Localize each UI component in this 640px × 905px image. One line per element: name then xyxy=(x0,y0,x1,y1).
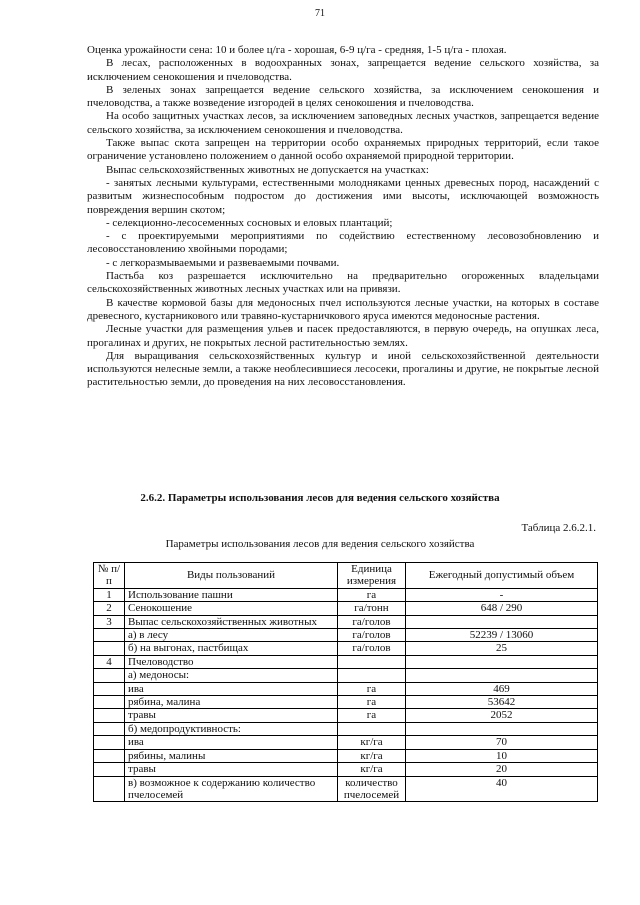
table-row xyxy=(94,682,598,695)
paragraph: Оценка урожайности сена: 10 и более ц/га - хорошая, 6-9 ц/га - средняя, 1-5 ц/га - плохая. xyxy=(87,44,507,56)
cell-volume: 53642 xyxy=(406,696,598,709)
cell-volume xyxy=(406,669,598,682)
cell-type: а) в лесу xyxy=(125,629,338,642)
cell-volume xyxy=(406,722,598,735)
cell-number xyxy=(94,722,125,735)
cell-volume: 10 xyxy=(406,749,598,762)
paragraph: Лесные участки для размещения ульев и пасек предоставляются, в первую очередь, на опушках леса, прогалинах и других, не покрытых лесной растительностью землях. xyxy=(87,323,599,349)
cell-number xyxy=(94,736,125,749)
table-header-row xyxy=(94,563,598,589)
cell-volume: 70 xyxy=(406,736,598,749)
cell-number xyxy=(94,776,125,802)
cell-number: 1 xyxy=(94,588,125,601)
cell-type: травы xyxy=(125,709,338,722)
cell-volume: 25 xyxy=(406,642,598,655)
page-number: 71 xyxy=(315,8,325,19)
cell-unit: га/голов xyxy=(338,642,406,655)
cell-type: ива xyxy=(125,682,338,695)
paragraph: В качестве кормовой базы для медоносных пчел используются лесные участки, на которых в составе древесного, кустарникового или травяно-кустарничкового яруса имеются медоносные растения. xyxy=(87,296,599,322)
table-row xyxy=(94,669,598,682)
body-text xyxy=(87,44,599,390)
cell-unit: га/голов xyxy=(338,615,406,628)
cell-number xyxy=(94,669,125,682)
cell-number: 4 xyxy=(94,655,125,668)
table-row xyxy=(94,642,598,655)
cell-volume xyxy=(406,615,598,628)
cell-type: рябины, малины xyxy=(125,749,338,762)
section-title: 2.6.2. Параметры использования лесов для ведения сельского хозяйства xyxy=(140,492,500,504)
table-row xyxy=(94,602,598,615)
table-row xyxy=(94,736,598,749)
list-item: - занятых лесными культурами, естественными молодняками ценных древесных пород, насаждений с развитым жизнеспособным подростом до достижения ими высоты, исключающей возможность повреждения вершин скотом; xyxy=(87,176,599,216)
cell-type: Пчеловодство xyxy=(125,655,338,668)
table-label: Таблица 2.6.2.1. xyxy=(521,522,596,534)
cell-volume: 469 xyxy=(406,682,598,695)
cell-number xyxy=(94,696,125,709)
cell-number xyxy=(94,629,125,642)
cell-type: Сенокошение xyxy=(125,602,338,615)
table-row xyxy=(94,763,598,776)
table-row xyxy=(94,696,598,709)
cell-volume xyxy=(406,655,598,668)
paragraph: Выпас сельскохозяйственных животных не допускается на участках: xyxy=(106,163,429,176)
cell-unit: га xyxy=(338,709,406,722)
list-item: - с легкоразмываемыми и развеваемыми почвами. xyxy=(106,256,340,269)
cell-number xyxy=(94,749,125,762)
cell-type: Выпас сельскохозяйственных животных xyxy=(125,615,338,628)
cell-number xyxy=(94,763,125,776)
cell-unit: га xyxy=(338,696,406,709)
cell-type: травы xyxy=(125,763,338,776)
cell-unit: га xyxy=(338,588,406,601)
cell-number xyxy=(94,682,125,695)
list-item: - селекционно-лесосеменных сосновых и еловых плантаций; xyxy=(106,216,393,229)
table-row xyxy=(94,588,598,601)
cell-volume: 2052 xyxy=(406,709,598,722)
cell-unit: кг/га xyxy=(338,749,406,762)
header-cell-type: Виды пользований xyxy=(125,563,338,589)
cell-unit xyxy=(338,669,406,682)
paragraph: Также выпас скота запрещен на территории особо охраняемых природных территорий, если такое ограничение установлено положением о данной особо охраняемой природной территории. xyxy=(87,137,599,163)
table-row xyxy=(94,655,598,668)
header-cell-number: № п/п xyxy=(94,563,125,589)
cell-volume: 52239 / 13060 xyxy=(406,629,598,642)
cell-type: в) возможное к содержанию количество пчелосемей xyxy=(125,776,338,802)
cell-type: а) медоносы: xyxy=(125,669,338,682)
cell-unit: количество пчелосемей xyxy=(338,776,406,802)
cell-volume: 648 / 290 xyxy=(406,602,598,615)
cell-type: Использование пашни xyxy=(125,588,338,601)
cell-unit: кг/га xyxy=(338,736,406,749)
table-caption: Параметры использования лесов для ведения сельского хозяйства xyxy=(165,538,475,550)
cell-number xyxy=(94,642,125,655)
cell-type: ива xyxy=(125,736,338,749)
paragraph: На особо защитных участках лесов, за исключением заповедных лесных участков, запрещается ведение сельского хозяйства, за исключением сенокошения и пчеловодства. xyxy=(87,110,599,136)
table-row xyxy=(94,629,598,642)
cell-unit: га/тонн xyxy=(338,602,406,615)
cell-unit: га xyxy=(338,682,406,695)
table-row xyxy=(94,709,598,722)
table-row xyxy=(94,615,598,628)
list-item: - с проектируемыми мероприятиями по содействию естественному лесовозобновлению и лесовосстановлению хвойными породами; xyxy=(87,230,599,256)
cell-number: 3 xyxy=(94,615,125,628)
cell-type: б) на выгонах, пастбищах xyxy=(125,642,338,655)
parameters-table xyxy=(93,562,598,802)
cell-volume: - xyxy=(406,588,598,601)
table-row xyxy=(94,749,598,762)
paragraph: Для выращивания сельскохозяйственных культур и иной сельскохозяйственной деятельности используются нелесные земли, а также необлесившиеся лесосеки, прогалины и другие, не покрытые лесной растительностью земли, до проведения на них лесовосстановления. xyxy=(87,349,599,389)
header-cell-unit: Единица измерения xyxy=(338,563,406,589)
table-row xyxy=(94,722,598,735)
cell-number xyxy=(94,709,125,722)
cell-unit: кг/га xyxy=(338,763,406,776)
table-row xyxy=(94,776,598,802)
cell-unit xyxy=(338,722,406,735)
cell-type: рябина, малина xyxy=(125,696,338,709)
cell-volume: 40 xyxy=(406,776,598,802)
paragraph: Пастьба коз разрешается исключительно на предварительно огороженных владельцами сельскохозяйственных животных лесных участках или на привязи. xyxy=(87,270,599,296)
cell-type: б) медопродуктивность: xyxy=(125,722,338,735)
cell-volume: 20 xyxy=(406,763,598,776)
cell-unit xyxy=(338,655,406,668)
paragraph: В зеленых зонах запрещается ведение сельского хозяйства, за исключением сенокошения и пчеловодства, а также возведение изгородей в целях сенокошения и пчеловодства. xyxy=(87,83,599,110)
cell-unit: га/голов xyxy=(338,629,406,642)
cell-number: 2 xyxy=(94,602,125,615)
paragraph: В лесах, расположенных в водоохранных зонах, запрещается ведение сельского хозяйства, за исключением сенокошения и пчеловодства. xyxy=(87,57,599,83)
header-cell-volume: Ежегодный допустимый объем xyxy=(406,563,598,589)
